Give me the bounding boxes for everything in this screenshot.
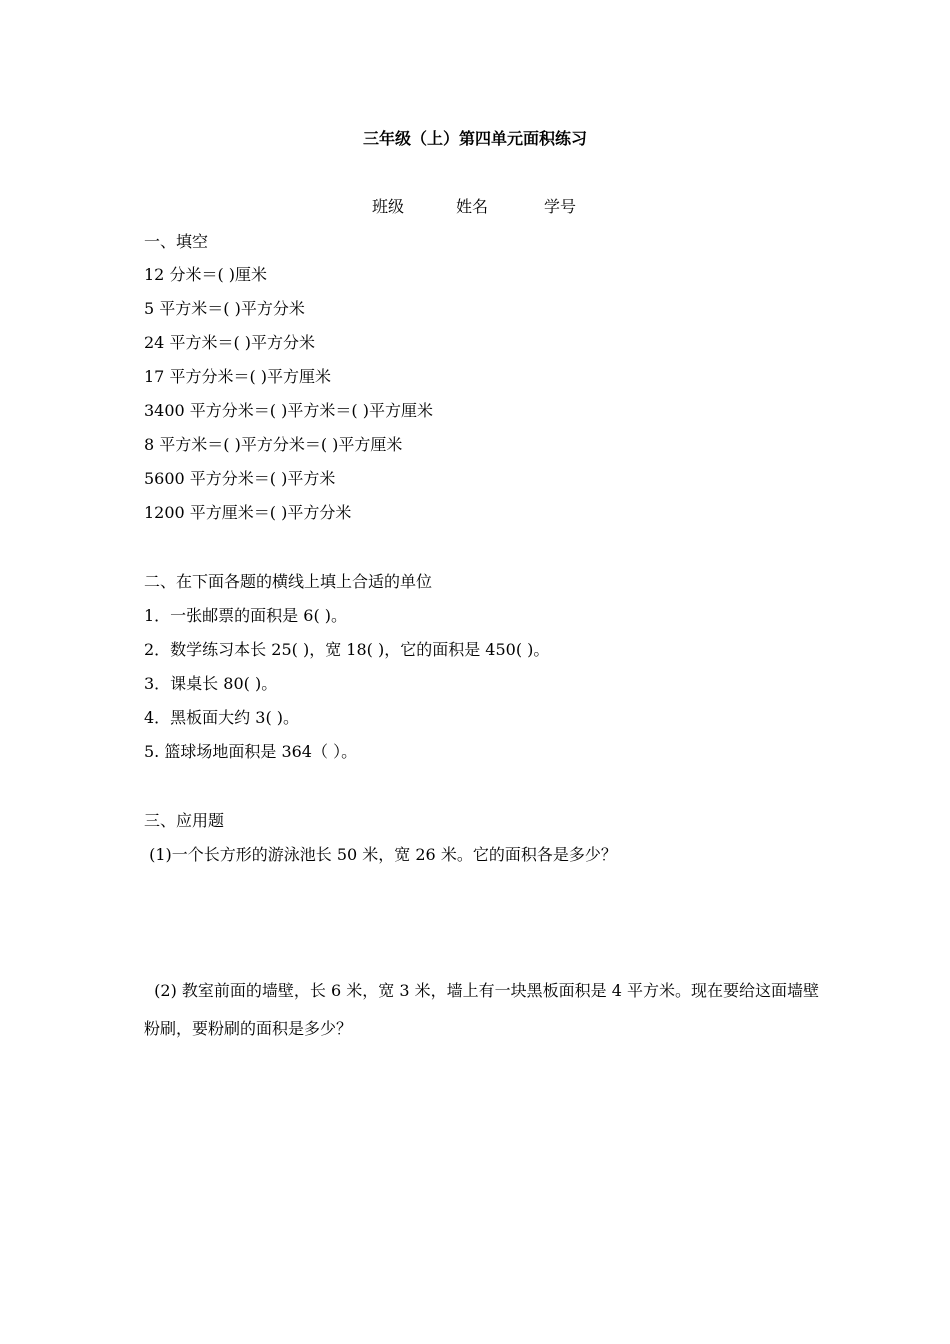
application-question-2-line2: 粉刷，要粉刷的面积是多少？ — [144, 1019, 353, 1038]
section1-heading: 一、填空 — [144, 232, 209, 251]
fill-blank-item-6: 8 平方米＝( )平方分米＝( )平方厘米 — [144, 435, 403, 454]
page-title: 三年级（上）第四单元面积练习 — [362, 129, 587, 148]
fill-blank-item-3: 24 平方米＝( )平方分米 — [144, 333, 316, 352]
fill-blank-item-4: 17 平方分米＝( )平方厘米 — [144, 367, 332, 386]
fill-blank-item-7: 5600 平方分米＝( )平方米 — [144, 469, 336, 488]
fill-blank-item-5: 3400 平方分米＝( )平方米＝( )平方厘米 — [144, 401, 433, 420]
fill-blank-item-1: 12 分米＝( )厘米 — [144, 265, 268, 284]
application-question-1: (1)一个长方形的游泳池长 50 米，宽 26 米。它的面积各是多少？ — [144, 845, 617, 864]
section2-heading: 二、在下面各题的横线上填上合适的单位 — [144, 572, 433, 591]
fill-blank-item-8: 1200 平方厘米＝( )平方分米 — [144, 503, 352, 522]
application-question-2-line1: (2) 教室前面的墙壁，长 6 米，宽 3 米，墙上有一块黑板面积是 4 平方米。现在要给这面墙壁 — [144, 981, 819, 1000]
name-label: 姓名 — [456, 197, 489, 216]
unit-item-4: 4．黑板面大约 3( )。 — [144, 708, 300, 727]
unit-item-2: 2．数学练习本长 25( )，宽 18( )，它的面积是 450( )。 — [144, 640, 550, 659]
section3-heading: 三、应用题 — [144, 811, 225, 830]
fill-blank-item-2: 5 平方米＝( )平方分米 — [144, 299, 305, 318]
unit-item-3: 3．课桌长 80( )。 — [144, 674, 278, 693]
unit-item-5: 5. 篮球场地面积是 364（ ）。 — [144, 742, 358, 761]
class-label: 班级 — [372, 197, 405, 216]
unit-item-1: 1．一张邮票的面积是 6( )。 — [144, 606, 348, 625]
student-number-label: 学号 — [544, 197, 577, 216]
